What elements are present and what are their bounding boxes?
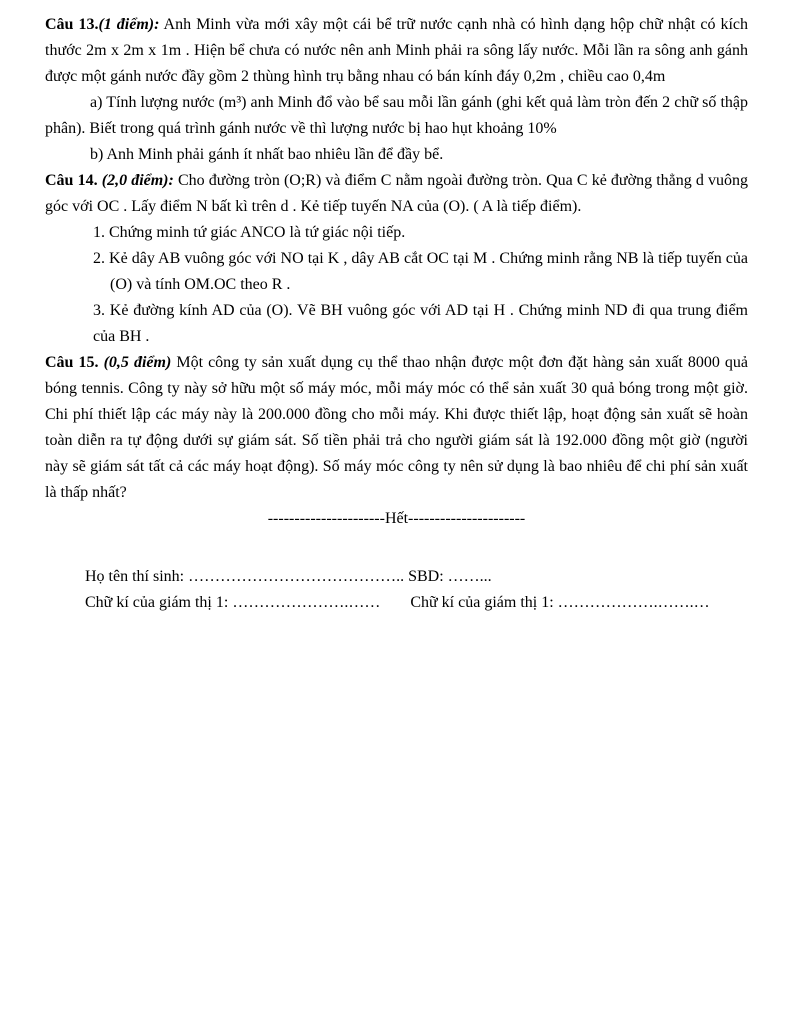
sbd-field: SBD: ……... [408, 568, 492, 585]
question-14-item-2: 2. Kẻ dây AB vuông góc với NO tại K , dây AB cắt OC tại M . Chứng minh rằng NB là tiếp tuyến của (O) và tính OM.OC theo R . [93, 250, 748, 293]
question-15-points: (0,5 điểm) [103, 354, 172, 371]
candidate-name-field: Họ tên thí sinh: ………………………………….. [85, 568, 405, 585]
proctor-signature-1: Chữ kí của giám thị 1: ………………….…… [85, 594, 381, 611]
question-13-part-b: b) Anh Minh phải gánh ít nhất bao nhiêu lần để đầy bể. [90, 146, 444, 163]
footer-line-1 [85, 564, 748, 590]
question-13-label: Câu 13. [45, 16, 99, 33]
question-13-paragraph [45, 12, 748, 90]
proctor-signature-2: Chữ kí của giám thị 1: ……………….…….… [410, 594, 710, 611]
question-14-label: Câu 14. [45, 172, 98, 189]
question-14-points: (2,0 điểm): [101, 172, 174, 189]
footer-block [85, 564, 748, 616]
end-separator: ----------------------Hết---------------------- [267, 510, 526, 527]
question-13-body: Anh Minh vừa mới xây một cái bể trữ nước cạnh nhà có hình dạng hộp chữ nhật có kích thước 2m x 2m x 1m . Hiện bể chưa có nước nên anh Minh phải ra sông lấy nước. Mỗi lần ra sông anh gánh được một gánh nước đầy gồm 2 thùng hình trụ bằng nhau có bán kính đáy 0,2m , chiều cao 0,4m [45, 16, 749, 85]
question-14-body: Cho đường tròn (O;R) và điểm C nằm ngoài đường tròn. Qua C kẻ đường thẳng d vuông góc với OC . Lấy điểm N bất kì trên d . Kẻ tiếp tuyến NA của (O). ( A là tiếp điểm). [45, 172, 749, 215]
question-13-points: (1 điểm): [98, 16, 160, 33]
question-15-paragraph [45, 350, 748, 506]
question-14-item-3: 3. Kẻ đường kính AD của (O). Vẽ BH vuông góc với AD tại H . Chứng minh ND đi qua trung điểm của BH . [93, 302, 748, 345]
question-15-body: Một công ty sản xuất dụng cụ thể thao nhận được một đơn đặt hàng sản xuất 8000 quả bóng tennis. Công ty này sở hữu một số máy móc, mỗi máy móc có thể sản xuất 30 quả bóng trong một giờ. Chi phí thiết lập các máy này là 200.000 đồng cho mỗi máy. Khi được thiết lập, hoạt động sản xuất sẽ hoàn toàn diễn ra tự động dưới sự giám sát. Số tiền phải trả cho người giám sát là 192.000 đồng một giờ (người này sẽ giám sát tất cả các máy hoạt động). Số máy móc công ty nên sử dụng là bao nhiêu để chi phí sản xuất là thấp nhất? [45, 354, 749, 501]
question-13-part-a: a) Tính lượng nước (m³) anh Minh đổ vào bể sau mỗi lần gánh (ghi kết quả làm tròn đến 2 chữ số thập phân). Biết trong quá trình gánh nước về thì lượng nước bị hao hụt khoảng 10% [45, 94, 748, 137]
question-14-paragraph [45, 168, 748, 220]
footer-line-2 [85, 590, 748, 616]
question-15-label: Câu 15. [45, 354, 99, 371]
question-14-item-1: 1. Chứng minh tứ giác ANCO là tứ giác nội tiếp. [93, 224, 406, 241]
